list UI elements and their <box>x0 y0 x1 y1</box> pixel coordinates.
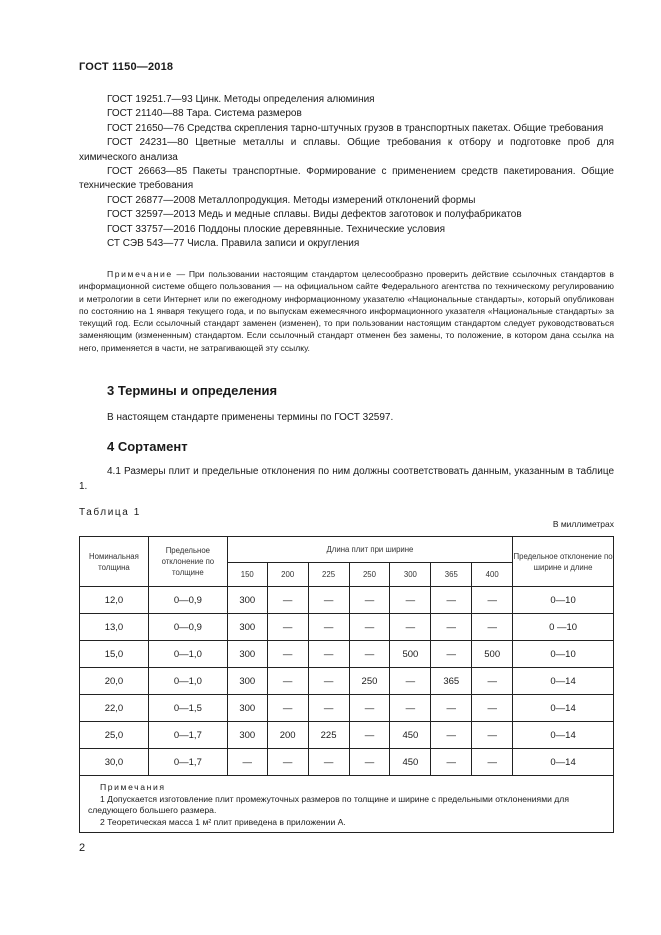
table-note: 2 Теоретическая масса 1 м² плит приведена в приложении А. <box>100 816 346 827</box>
table-cell: 13,0 <box>80 614 149 641</box>
table-cell: — <box>308 587 349 614</box>
table-cell: 300 <box>227 587 267 614</box>
page-number: 2 <box>79 842 86 854</box>
table-cell: — <box>472 668 513 695</box>
table-cell: — <box>308 668 349 695</box>
table-cell: — <box>308 641 349 668</box>
table-cell: — <box>390 587 431 614</box>
table-cell: — <box>227 749 267 776</box>
table-cell: — <box>349 587 390 614</box>
reference-item: ГОСТ 26663—85 Пакеты транспортные. Формирование с применением средств пакетирования. Общие технические требования <box>79 166 614 192</box>
table-cell: — <box>431 722 472 749</box>
note-label: Примечание <box>107 269 173 279</box>
section-3-title: 3 Термины и определения <box>107 383 278 398</box>
table-cell: — <box>472 695 513 722</box>
table-cell: — <box>390 695 431 722</box>
table-cell: — <box>308 749 349 776</box>
table-cell: — <box>349 749 390 776</box>
table-row <box>80 641 614 668</box>
table-cell: — <box>431 614 472 641</box>
table-cell: 0 —10 <box>513 614 614 641</box>
table-cell: 300 <box>227 614 267 641</box>
table-row <box>80 749 614 776</box>
table-cell: 20,0 <box>80 668 149 695</box>
reference-item: ГОСТ 26877—2008 Металлопродукция. Методы измерений отклонений формы <box>107 194 476 206</box>
header-width: 400 <box>472 563 513 587</box>
table-cell: — <box>472 722 513 749</box>
header-width: 225 <box>308 563 349 587</box>
header-width: 200 <box>267 563 308 587</box>
table-cell: — <box>431 641 472 668</box>
header-width: 250 <box>349 563 390 587</box>
table-cell: — <box>472 614 513 641</box>
table-cell: — <box>308 614 349 641</box>
notes-title: Примечания <box>100 782 166 792</box>
table-row <box>80 722 614 749</box>
table-cell: — <box>431 695 472 722</box>
reference-item: ГОСТ 33757—2016 Поддоны плоские деревянные. Технические условия <box>107 223 445 235</box>
table-cell: 0—1,5 <box>148 695 227 722</box>
table-cell: 0—0,9 <box>148 614 227 641</box>
table-cell: — <box>267 749 308 776</box>
reference-item: ГОСТ 19251.7—93 Цинк. Методы определения алюминия <box>107 94 375 105</box>
table-cell: — <box>349 695 390 722</box>
header-width-length-deviation: Предельное отклонение по ширине и длине <box>513 537 614 587</box>
table-cell: — <box>390 668 431 695</box>
table-cell: 0—14 <box>513 722 614 749</box>
table-cell: — <box>349 722 390 749</box>
table-cell: 0—1,7 <box>148 722 227 749</box>
table-cell: 365 <box>431 668 472 695</box>
table-cell: 22,0 <box>80 695 149 722</box>
table-cell: — <box>472 749 513 776</box>
table-note: 1 Допускается изготовление плит промежуточных размеров по толщине и ширине с предельными отклонениями для следующего большего размера. <box>88 793 569 816</box>
table-cell: 300 <box>227 641 267 668</box>
table-row <box>80 695 614 722</box>
table-units: В миллиметрах <box>552 519 614 529</box>
table-cell: 300 <box>227 668 267 695</box>
table-cell: — <box>267 641 308 668</box>
table-cell: 450 <box>390 749 431 776</box>
note-text: — При пользовании настоящим стандартом целесообразно проверить действие ссылочных стандартов в информационной системе общего пользования — на официальном сайте Федерального агентства по техническому регулированию и метрологии в сети Интернет или по ежегодному информационному указателю «Национальные стандарты», который опубликован по состоянию на 1 января текущего года, и по выпускам ежемесячного информационного указателя «Национальные стандарты» за текущий год. Если ссылочный стандарт заменен (изменен), то при пользовании настоящим стандартом следует руководствоваться заменяющим (измененным) стандартом. Если ссылочный стандарт отменен без замены, то положение, в котором дана ссылка на него, применяется в части, не затрагивающей эту ссылку. <box>79 269 614 353</box>
table-cell: 500 <box>472 641 513 668</box>
table-cell: 0—1,0 <box>148 668 227 695</box>
table-cell: — <box>390 614 431 641</box>
table-cell: — <box>431 749 472 776</box>
section-3-text: В настоящем стандарте применены термины по ГОСТ 32597. <box>107 412 394 423</box>
reference-item: ГОСТ 24231—80 Цветные металлы и сплавы. Общие требования к отбору и подготовке проб для химического анализа <box>79 137 614 163</box>
table-cell: 450 <box>390 722 431 749</box>
table-cell: 0—10 <box>513 587 614 614</box>
reference-item: ГОСТ 21650—76 Средства скрепления тарно-штучных грузов в транспортных пакетах. Общие требования <box>107 122 604 134</box>
table-cell: 25,0 <box>80 722 149 749</box>
table-cell: 0—14 <box>513 695 614 722</box>
document-code: ГОСТ 1150—2018 <box>79 61 174 73</box>
section-4-text: 4.1 Размеры плит и предельные отклонения по ним должны соответствовать данным, указанным в таблице 1. <box>79 466 614 492</box>
table-cell: 12,0 <box>80 587 149 614</box>
dimensions-table <box>79 536 614 833</box>
table-cell: — <box>472 587 513 614</box>
header-width: 365 <box>431 563 472 587</box>
header-thickness: Номинальная толщина <box>80 537 149 587</box>
table-cell: 200 <box>267 722 308 749</box>
reference-note <box>79 268 614 354</box>
table-cell: 15,0 <box>80 641 149 668</box>
table-cell: 250 <box>349 668 390 695</box>
section-4-title: 4 Сортамент <box>107 439 188 454</box>
table-cell: 225 <box>308 722 349 749</box>
table-row <box>80 668 614 695</box>
header-width: 150 <box>227 563 267 587</box>
table-cell: 300 <box>227 695 267 722</box>
table-cell: — <box>267 587 308 614</box>
table-cell: 0—0,9 <box>148 587 227 614</box>
table-cell: — <box>431 587 472 614</box>
table-cell: 0—14 <box>513 668 614 695</box>
table-cell: 300 <box>227 722 267 749</box>
table-cell: — <box>267 668 308 695</box>
table-cell: — <box>267 614 308 641</box>
header-thickness-deviation: Предельное отклонение по толщине <box>148 537 227 587</box>
table-caption: Таблица 1 <box>79 507 141 518</box>
reference-item: СТ СЭВ 543—77 Числа. Правила записи и округления <box>107 238 360 250</box>
header-width: 300 <box>390 563 431 587</box>
reference-item: ГОСТ 21140—88 Тара. Система размеров <box>107 108 302 120</box>
table-cell: 0—10 <box>513 641 614 668</box>
table-cell: 0—14 <box>513 749 614 776</box>
table-notes <box>80 776 614 833</box>
table-cell: — <box>308 695 349 722</box>
table-cell: 30,0 <box>80 749 149 776</box>
reference-item: ГОСТ 32597—2013 Медь и медные сплавы. Виды дефектов заготовок и полуфабрикатов <box>107 209 522 221</box>
header-length: Длина плит при ширине <box>227 537 512 563</box>
table-cell: 500 <box>390 641 431 668</box>
normative-references <box>79 93 614 251</box>
table-cell: — <box>349 641 390 668</box>
table-cell: 0—1,7 <box>148 749 227 776</box>
table-cell: — <box>267 695 308 722</box>
table-cell: — <box>349 614 390 641</box>
table-row <box>80 587 614 614</box>
table-cell: 0—1,0 <box>148 641 227 668</box>
table-row <box>80 614 614 641</box>
